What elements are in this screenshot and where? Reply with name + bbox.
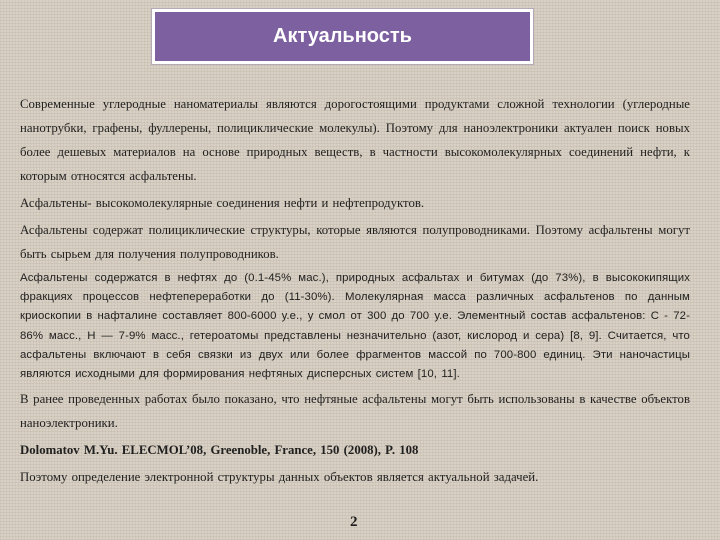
slide-body bbox=[20, 92, 690, 489]
paragraph-asphaltene-definition: Асфальтены- высокомолекулярные соединения нефти и нефтепродуктов. bbox=[20, 196, 425, 210]
slide-title-box bbox=[152, 9, 533, 64]
paragraph-nanomaterials: Современные углеродные наноматериалы являются дорогостоящими продуктами сложной технологии (углеродные нанотрубки, графены, фуллерены, полициклические молекулы). Поэтому для наноэлектроники актуален поиск новых более дешевых материалов на основе природных веществ, в частности высокомолекулярных соединений нефти, к которым относятся асфальтены. bbox=[20, 97, 690, 183]
paragraph-asphaltene-properties: Асфальтены содержатся в нефтях до (0.1-45% мас.), природных асфальтах и битумах (до 73%), в высококипящих фракциях процессов нефтепереработки до (11-30%). Молекулярная масса различных асфальтенов по данным криоскопии в нафталине составляет 800-6000 у.е., у смол от 300 до 700 у.е. Элементный состав асфальтенов: С - 72-86% масс., Н — 7-9% масс., гетероатомы представлены незначительно (азот, кислород и сера) [8, 9]. Считается, что асфальтены включают в себя связки из двух или более фрагментов массой по 700-800 единиц. Эти наночастицы являются исходными для формирования нефтяных дисперсных систем [10, 11]. bbox=[20, 272, 690, 381]
paragraph-polycyclic-structures: Асфальтены содержат полициклические структуры, которые являются полупроводниками. Поэтому асфальтены могут быть сырьем для получения полупроводников. bbox=[20, 223, 690, 261]
page-number: 2 bbox=[350, 514, 358, 530]
slide-title: Актуальность bbox=[273, 25, 412, 47]
paragraph-reference: Dolomatov M.Yu. ELECMOL’08, Greenoble, France, 150 (2008), P. 108 bbox=[20, 443, 419, 458]
paragraph-conclusion: Поэтому определение электронной структуры данных объектов является актуальной задачей. bbox=[20, 470, 539, 485]
paragraph-previous-works: В ранее проведенных работах было показано, что нефтяные асфальтены могут быть использованы в качестве объектов наноэлектроники. bbox=[20, 392, 690, 431]
